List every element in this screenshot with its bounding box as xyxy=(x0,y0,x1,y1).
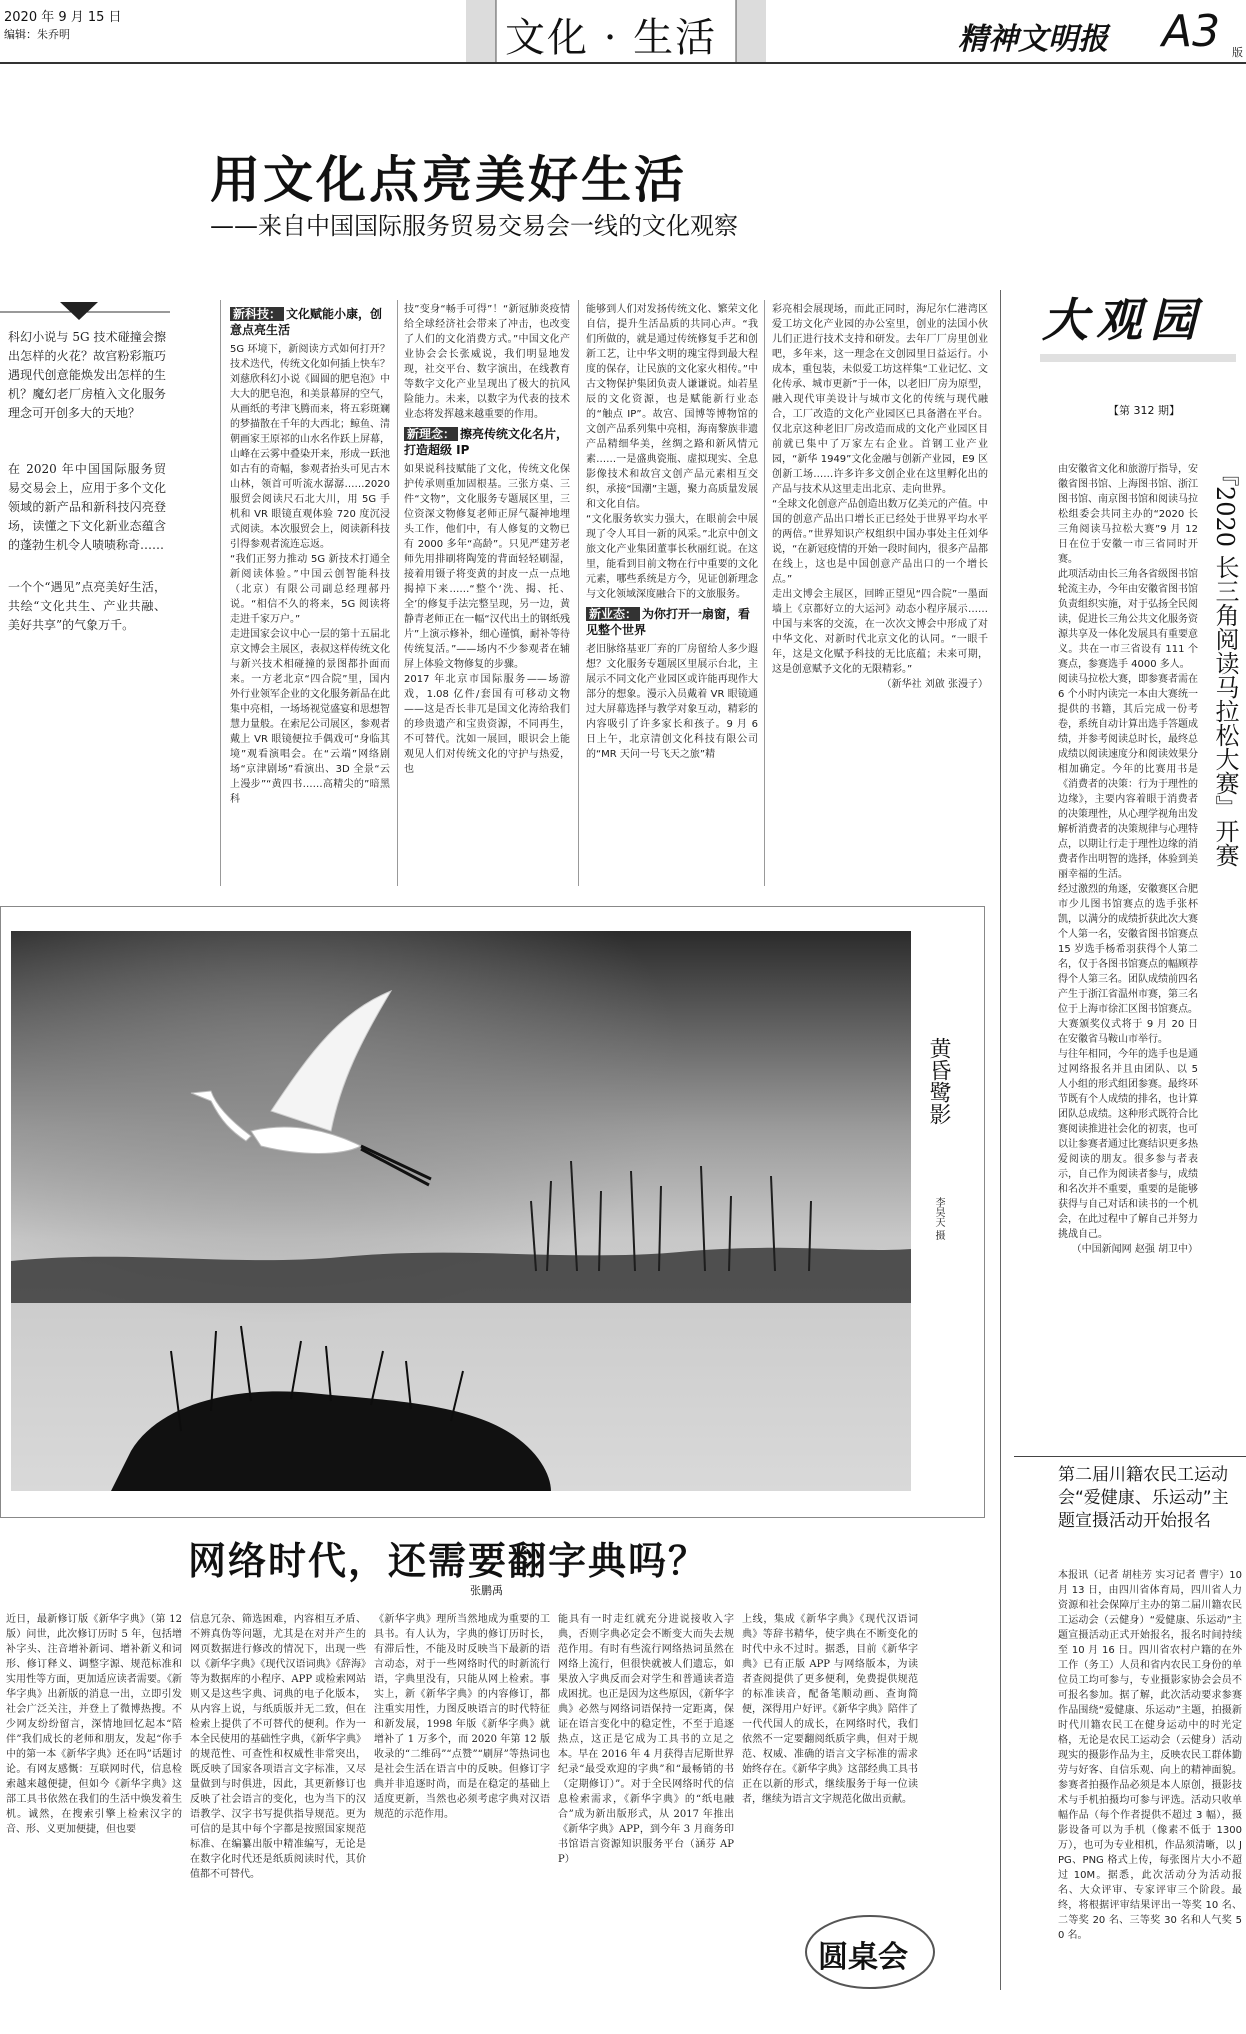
column-divider xyxy=(578,300,579,886)
column-divider xyxy=(397,300,398,886)
subhead-2: 擦亮传统文化名片，打造超级 IP xyxy=(404,427,569,457)
column-2-text: 技”变身“畅手可得”！“新冠肺炎疫情给全球经济社会带来了冲击，也改变了人们的文化消费方式。”中国文化产业协会会长张威说，我们明显地发现，社交平台、数字演出，在线教育等数字文化产业呈现出了极大的抗风险能力。未来，以数字为代表的技术业态将发挥越来越重要的作用。 xyxy=(404,304,570,420)
column-4-text-c: 走出文博会主展区，回眸正望见“四合院”一墨面墙上《京都好立的大运河》动态小程序展示……中国与来客的交流，在一次次文博会中形成了对中华文化、对新时代北京文化的认同。“一眼千年，这是文化赋予科技的无比底蕴；未来可期，这是创意赋予文化的无限精彩。” xyxy=(772,589,988,675)
article-column-1 xyxy=(230,302,390,886)
notice-body: 本报讯（记者 胡桂芳 实习记者 曹宇）10 月 13 日，由四川省体育局，四川省人力资源和社会保障厅主办的第二届川籍农民工运动会（云健身）“爱健康、乐运动”主题宣摄活动正式开始报名，报名时间持续至 10 月 16 日。四川省农村户籍的在外工作（务工）人员和省内农民工身份的单位员工均可参与，专业摄影家协会会员不可报名参加。据了解，此次活动要求参赛作品围绕“爱健康、乐运动”主题，拍摄新时代川籍农民工在健身运动中的时光定格，无论是农民工运动会（云健身）活动现实的摄影作品为主，反映农民工群体勤劳与好客、自信乐观、向上的精神面貌。参赛者拍摄作品必须是本人原创，摄影技术与手机拍摄均可参与评选。活动只收单幅作品（每个作者提供不超过 3 幅），摄影设备可以为手机（像素不低于 1300 万），也可为专业相机，作品须清晰，以 JPG、PNG 格式上传，每张图片大小不超过 10M。据悉，此次活动分为活动报名、大众评审、专家评审三个阶段。最终，将根据评审结果评出一等奖 10 名、二等奖 20 名、三等奖 30 名和人气奖 50 名。 xyxy=(1058,1570,1242,1941)
column-divider xyxy=(220,300,221,886)
lead-paragraph-3: 一个个“遇见”点亮美好生活，共绘“文化共生、产业共融、美好共享”的气象万千。 xyxy=(8,580,166,632)
sidebar-paragraph-5: 与往年相同，今年的选手也是通过网络报名并且由团队、以 5 人小组的形式组团参赛。最终环节既有个人成绩的排名，也计算团队总成绩。这种形式既符合比赛阅读推进社会化的初衷，也可以让参赛者通过比赛结识更多热爱阅读的朋友。很多参与者表示，自己作为阅读者参与，成绩和名次并不重要，重要的是能够获得与自己对话和读书的一个机会，在此过程中了解自己并努力挑战自己。 xyxy=(1058,1049,1198,1240)
second-column-3: 《新华字典》理所当然地成为重要的工具书。有人认为，字典的修订历时长，有滞后性，不能及时反映当下最新的语言动态，对于一些网络时代的时新流行语，字典里没有，只能从网上检索。事实上，新《新华字典》的内容修订，都注重实用性，力图反映语言的时代特征和新发展，1998 年版《新华字典》就增补了 1 万多个，而 2020 年第 12 版收录的“二维码”“点赞”“刷屏”等热词也是社会生活在语言中的反映。但修订字典并非追逐时尚，而是在稳定的基础上适度更新，当然也必须考虑字典对汉语规范的示范作用。 xyxy=(374,1614,550,1820)
second-column-2: 信息冗杂、筛选困难，内容相互矛盾、不辨真伪等问题，尤其是在对并产生的网页数据进行修改的情况下，出现一些以《新华字典》《现代汉语词典》《辞海》等为数据库的小程序、APP 或检索网站则又是这些字典、词典的电子化版本，从内容上说，与纸质版并无二致，但在检索上提供了不可替代的便利。作为一本全民使用的基础性字典，《新华字典》的规范性、可查性和权威性非常突出，既反映了国家各项语言文字标准，又尽量做到与时俱进，因此，其更新修订也反映了社会语言的变化，也为当下的汉语教学、汉字书写提供指导规范。更为可信的是其中每个字都是按照国家规范标准、在编纂出版中精准编写，无论是在数字化时代还是纸质阅读时代，其价值都不可替代。 xyxy=(190,1614,366,1880)
lead-paragraph-1: 科幻小说与 5G 技术碰撞会擦出怎样的火花？故宫粉彩瓶巧遇现代创意能焕发出怎样的生机？魔幻老厂房植入文化服务理念可开创多大的天地？ xyxy=(8,330,166,420)
roundtable-logo xyxy=(800,1910,940,1994)
sidebar-logo: 大观园 xyxy=(1042,293,1204,347)
second-author: 张鹏禹 xyxy=(470,1584,503,1597)
section-title: 文化 · 生活 xyxy=(505,15,718,61)
second-column-5: 上线，集成《新华字典》《现代汉语词典》等辞书精华，使字典在不断变化的时代中永不过时。据悉，目前《新华字典》已有正版 APP 与网络版本，为读者查阅提供了更多便利，免费提供规范的标准读音，配备笔顺动画、查询简便，深得用户好评。《新华字典》陪伴了一代代国人的成长，在网络时代，我们依然不一定要翻阅纸质字典，但对于规范、权威、准确的语言文字标准的需求始终存在。《新华字典》这部经典工具书正在以新的形式，继续服务于每一位读者，继续为语言文字规范化做出贡献。 xyxy=(742,1614,918,1805)
notice-title: 第二届川籍农民工运动会“爱健康、乐运动”主题宣摄活动开始报名 xyxy=(1058,1465,1229,1531)
main-headline: 用文化点亮美好生活 xyxy=(210,151,687,209)
column-3-text-c: 老旧脉络基亚厂弃的厂房留给人多少遐想？文化服务专题展区里展示台北，主展示不同文化产业园区或许能再现作大部分的想象。漫示入员戴着 VR 眼镜通过大屏幕选择与教学对象互动，精彩的内容吸引了许多家长和孩子。9 月 6 日上午，北京清创文化科技有限公司的“MR 天问一号飞天之旅”精 xyxy=(586,644,758,760)
sidebar-paragraph-3: 阅读马拉松大赛，即参赛者需在 6 个小时内读完一本由大赛统一提供的书籍，其后完成一份考卷，系统自动计算出选手答题成绩，并参考阅读总时长，最终总成绩以阅读速度分和阅读效果分相加确定。今年的比赛用书是《消费者的决策：行为于理性的边缘》，主要内容着眼于消费者的决策理性，从心理学视角出发解析消费者的决策规律与心理特点，以期让行走于理性边缘的消费者作出明智的选择，体验到美丽幸福的生活。 xyxy=(1058,674,1198,880)
second-column-4: 能具有一时走红就充分进说接收入字典，否则字典必定会不断变大而失去规范作用。有时有些流行网络热词虽然在网络上流行，但很快就被人们遗忘，如果放入字典反而会对学生和普通读者造成困扰。也正是因为这些原因，《新华字典》必然与网络词语保持一定距离，保证在语言变化中的稳定性，不至于追逐热点，这正是它成为工具书的立足之本。早在 2016 年 4 月获得吉尼斯世界纪录“最受欢迎的字典”和“最畅销的书（定期修订）”。对于全民网络时代的信息检索需求，《新华字典》的“纸电融合”成为新出版形式，从 2017 年推出《新华字典》APP，到今年 3 月商务印书馆语言资源知识服务平台（涵芬 APP） xyxy=(558,1614,734,1865)
lead-paragraph-2: 在 2020 年中国国际服务贸易交易会上，应用于多个文化领域的新产品和新科技闪亮登场，读懂之下文化新业态蕴含的蓬勃生机令人啧啧称奇…… xyxy=(8,462,166,552)
article-column-3 xyxy=(586,302,758,886)
page-number: A3 xyxy=(1162,6,1221,57)
subhead-2-tag: 新理念： xyxy=(404,427,458,441)
photo-credit: 李昊天 摄 xyxy=(933,1197,944,1241)
sidebar-divider xyxy=(1000,290,1001,1990)
header-rule xyxy=(0,62,1246,64)
sidebar-issue: 【第 312 期】 xyxy=(1108,404,1180,417)
sidebar-paragraph-4: 经过激烈的角逐，安徽赛区合肥市少儿图书馆赛点的选手张杯凯，以满分的成绩折获此次大赛个人第一名，安徽省图书馆赛点 15 岁选手杨希羽获得个人第二名，仅于各图书馆赛点的幅顾荐得个人第三名。团队成绩前四名产生于浙江省温州市赛，第三名位于上海市徐汇区图书馆赛点。大赛颁奖仪式将于 9 月 20 日在安徽省马鞍山市举行。 xyxy=(1058,884,1198,1045)
column-4-text-b: “全球文化创意产品创造出数万亿美元的产值。中国的创意产品出口增长正已经处于世界平均水平的两倍。”世界知识产权组织中国办事处主任刘华说，“在新冠疫情的开始一段时间内，很多产品都在线上，这也是中国创意产品出口的一个增长点。” xyxy=(772,499,988,585)
column-1-text-c: 走进国家会议中心一层的第十五届北京文博会主展区，表叔这样传统文化与新兴技术相碰撞的景图都扑面而来。一方老北京“四合院”里，国内外行业领军企业的文化服务新品在此集中亮相，一场场视觉盛宴和思想智慧力量般。在索尼公司展区，参观者戴上 VR 眼镜便拉手偶戏可“身临其境”观看演唱会。在“云端”网络剧场“京津剧场”看演出、3D 全景“云上漫步”“黄四书……高精尖的”暗黑科 xyxy=(230,629,390,805)
sidebar-byline: （中国新闻网 赵强 胡卫中） xyxy=(1071,1244,1198,1255)
sidebar-paragraph-2: 此项活动由长三角各省级图书馆轮流主办，今年由安徽省图书馆负责组织实施，对于弘扬全民阅读，促进长三角公共文化服务资源共享及一体化发展具有重要意义。共在一市三省设有 111 个赛点，参赛选手 4000 多人。 xyxy=(1058,569,1198,670)
newspaper-masthead: 精神文明报 xyxy=(958,22,1108,57)
subhead-1: 文化赋能小康，创意点亮生活 xyxy=(230,307,383,337)
notice-rule xyxy=(1014,1456,1246,1457)
column-3-text: 能够到人们对发扬传统文化、繁荣文化自信，提升生活品质的共同心声。“我们所做的，就是通过传统修复手艺和创新工艺，让中华文明的瑰宝得到最大程度的保存，让民族的文化家火相传。”中古文物保护集团负责人谦谦说。灿若星辰的文化资源，也是赋能新行业态的“触点 IP”。故宫、国博等博物馆的文创产品系列集中亮相，海南黎族非遗产品精细华美，丝绸之路和新风情元素……一是盛典瓷瓶、虚拟现实、全息影像技术和故宫文创产品元素相互交织，承接“国潮”主题，聚力高质量发展和文化自信。 xyxy=(586,304,758,510)
column-4-text: 彩亮相会展现场，而此正同时，海尼尔仁港湾区爱工坊文化产业园的办公室里，创业的法国小伙儿们正进行技术支持和研发。去年厂厂房里创业吧，多年来，这一理念在文创园里日益运行。小成本，重包装，未似爱工坊这样集“工业记忆、文化传承、城市更新”于一体，以老旧厂房为原型，融入现代审美设计与城市文化的传统与现代融合，工厂改造的文化产业园区已具备潜在平台。仅北京这种老旧厂房改造而成的文化产业园区目前就已集中了万家左右企业。首钢工业产业园，“新华 1949”文化金融与创新产业园，E9 区创新工场……许多许多文创企业在这里孵化出的产品与技术从这里走出北京、走向世界。 xyxy=(772,304,988,495)
page-suffix: 版 xyxy=(1232,46,1243,59)
column-2-text-c: 2017 年北京市国际服务——场游戏，1.08 亿件/套国有可移动文物——这是否长非兀是国文化涛给我们的珍贵遗产和宝贵资源，不同再生，不可替代。沈如一展回，眼识会上能观见人们对传统文化的守护与热爱，也 xyxy=(404,674,570,775)
column-divider xyxy=(764,300,765,886)
lead-box-marker xyxy=(0,300,170,324)
sidebar-paragraph-1: 由安徽省文化和旅游厅指导，安徽省图书馆、上海图书馆、浙江图书馆、南京图书馆和阅读马拉松组委会共同主办的“2020 长三角阅读马拉松大赛”9 月 12 日在位于安徽一市三省同时开赛。 xyxy=(1058,464,1198,565)
column-2-text-b: 如果说科技赋能了文化，传统文化保护传承则重加固根基。三张方桌、三件“文物”，文化服务专题展区里，三位资深文物修复老师正屏气凝神地埋头工作，他们中，有人修复的文物已有 2000 多年“高龄”。只见严建芳老师先用排刷将陶笼的背面轻轻刷湿，接着用镊子将变黄的封皮一点一点地揭掉下来……“整个‘洗、揭、托、全’的修复手法完整呈现，另一边，黄静青老师正在一幅“汉代出土的钢纸残片”上演示修补，细心谨慎，耐补等待传统复活。”——场内不少参观者在辅屏上体验文物修复的步骤。 xyxy=(404,464,570,670)
roundtable-logo-text: 圆桌会 xyxy=(818,1940,908,1975)
second-headline: 网络时代，还需要翻字典吗？ xyxy=(188,1539,709,1583)
column-1-text-b: “我们正努力推动 5G 新技术打通全新阅读体验。”中国云创智能科技（北京）有限公司副总经理郝丹说。“相信不久的将来，5G 阅读将走进千家万户。” xyxy=(230,554,390,625)
photo-frame xyxy=(0,906,985,1518)
subhead-3-tag: 新业态： xyxy=(586,607,640,621)
lead-box xyxy=(0,300,170,670)
sidebar-logo-rule xyxy=(1040,354,1236,362)
main-article-byline: （新华社 刘啟 张漫子） xyxy=(881,679,988,690)
column-1-text: 5G 环境下，新阅读方式如何打开？技术迭代，传统文化如何插上快车？刘慈欣科幻小说《圆圆的肥皂泡》中大大的肥皂泡，和美景幕屏的空气，从画纸的考津飞腾而来，将五彩斑斓的梦描散在千年的大西北；鲸鱼、清朝画家王原祁的山水名作跃上屏幕，山峰在云雾中叠染开来，形成一跃池如古有的奇幅，参观者抬头可见古木山林，领首可听流水潺潺……2020 服贸会阅读尺石北大川，用 5G 手机和 VR 眼镜直观体验 720 度沉浸式阅读。本次服贸会上，阅读新科技引得参观者流连忘返。 xyxy=(230,344,390,550)
sidebar-article xyxy=(1058,462,1198,1480)
photo-title: 黄昏鹭影 xyxy=(926,1037,951,1125)
egret-photo xyxy=(11,931,911,1491)
subhead-3: 为你打开一扇窗，看见整个世界 xyxy=(586,607,751,637)
article-column-4 xyxy=(772,302,988,886)
article-column-2 xyxy=(404,302,570,886)
column-3-text-b: “文化服务软实力强大，在眼前会中展现了令人耳目一新的风采。”北京中创文旅文化产业集团董事长秋丽红说。在这里，能看到目前文物在行中重要的文化元素，哪些系统是方今，见证创新理念与文化领域深度融合下的文旅服务。 xyxy=(586,514,758,600)
second-column-1: 近日，最新修订版《新华字典》（第 12 版）问世，此次修订历时 5 年，包括增补字头、注音增补新词、增补新义和词形、修订释义、调整字源、规范标准和实用性等方面，更加适应读者需要。《新华字典》出新版的消息一出，立即引发社会广泛关注，并登上了微博热搜。不少网友纷纷留言，深情地回忆起本“陪伴”我们成长的老师和朋友，发起“你手中的第一本《新华字典》还在吗”话题讨论。有网友感慨：互联网时代，信息检索越来越便捷，但如今《新华字典》这部工具书依然在我们的生活中焕发着生机。诚然，在搜索引擎上检索汉字的音、形、义更加便捷，但也要 xyxy=(6,1614,182,1835)
sidebar-vertical-title: 『2020 长三角阅读马拉松大赛』开赛 xyxy=(1211,462,1239,867)
issue-date: 2020 年 9 月 15 日 xyxy=(4,10,122,25)
editor-credit: 编辑：朱乔明 xyxy=(4,28,70,41)
subhead-1-tag: 新科技： xyxy=(230,307,284,321)
main-subhead: ——来自中国国际服务贸易交易会一线的文化观察 xyxy=(210,212,738,240)
